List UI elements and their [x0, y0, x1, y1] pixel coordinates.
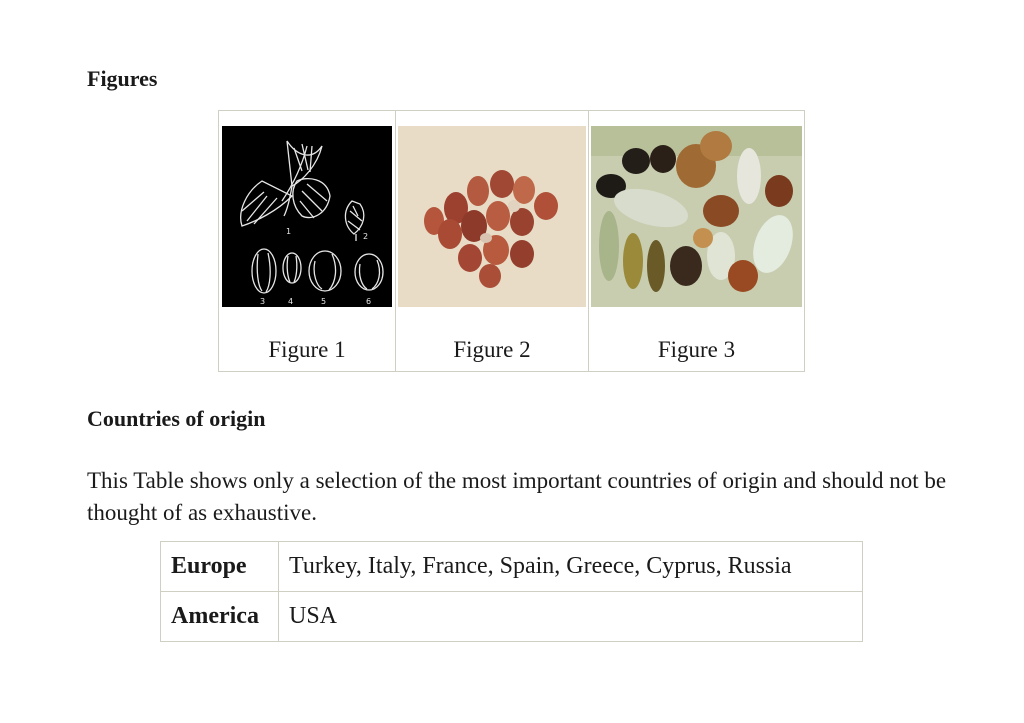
figure-2-image [398, 126, 586, 307]
figures-table [218, 110, 805, 372]
figure-2-cell [396, 111, 589, 372]
region-cell: Europe [161, 542, 279, 592]
svg-text:4: 4 [288, 297, 294, 306]
svg-text:1: 1 [286, 227, 292, 236]
countries-table [160, 541, 863, 642]
figure-1-caption: Figure 1 [268, 337, 346, 362]
region-cell: America [161, 592, 279, 642]
svg-text:6: 6 [366, 297, 372, 306]
figure-3-cell [589, 111, 805, 372]
countries-cell: USA [279, 592, 863, 642]
countries-description: This Table shows only a selection of the most important countries of origin and should not be thought of as exhaustive. [87, 468, 947, 525]
figure-3-caption: Figure 3 [657, 337, 736, 362]
countries-cell: Turkey, Italy, France, Spain, Greece, Cyprus, Russia [279, 542, 863, 592]
figure-1-image [222, 126, 392, 307]
figure-2-caption: Figure 2 [453, 337, 531, 362]
svg-text:2: 2 [363, 232, 369, 241]
figure-1-cell [219, 111, 396, 372]
table-row [161, 542, 863, 592]
svg-text:5: 5 [321, 297, 327, 306]
figures-heading: Figures [87, 66, 158, 91]
countries-heading: Countries of origin [87, 406, 266, 431]
figure-3-image [591, 126, 802, 307]
svg-text:3: 3 [260, 297, 266, 306]
table-row [161, 592, 863, 642]
